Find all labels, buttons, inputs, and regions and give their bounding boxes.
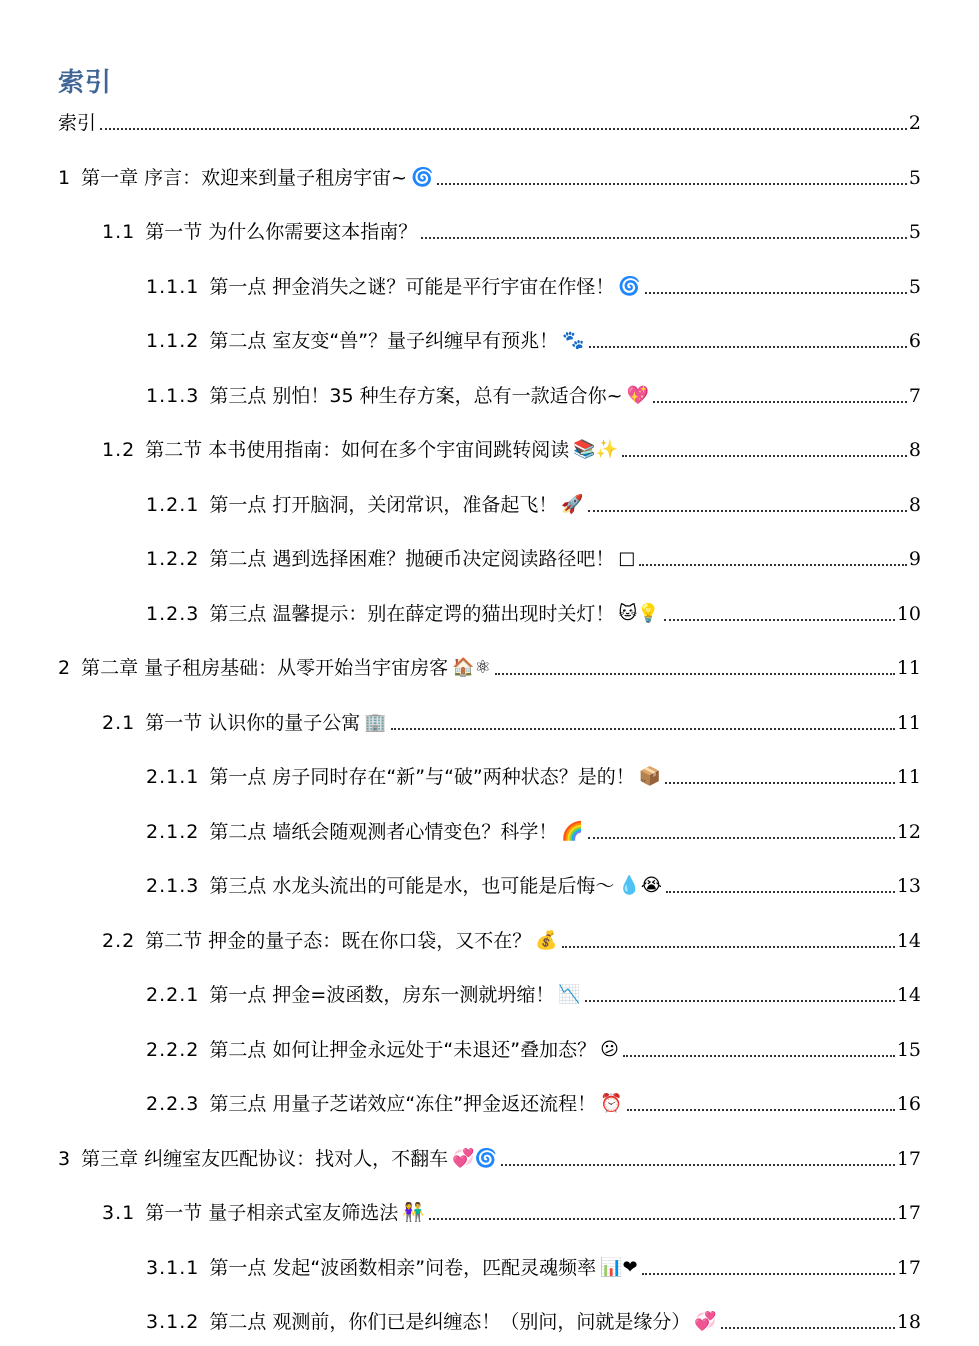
toc-entry-number: 1.2.1 xyxy=(146,494,200,516)
toc-entry[interactable] xyxy=(58,1144,921,1172)
dot-leader xyxy=(100,128,907,130)
toc-entry-page-number[interactable]: 8 xyxy=(908,494,921,516)
toc-entry-number: 1.1.3 xyxy=(146,385,200,407)
toc-entry-number: 2.2 xyxy=(102,930,136,952)
toc-entry-title[interactable]: 第一章 序言：欢迎来到量子租房宇宙~ xyxy=(81,167,408,189)
toc-entry-emoji-icon: 😕 xyxy=(600,1039,619,1060)
toc-entry-emoji-icon: 💖 xyxy=(626,385,649,406)
toc-entry-emoji-icon: 🏢 xyxy=(364,712,387,733)
toc-entry-page-number[interactable]: 6 xyxy=(908,330,921,352)
toc-entry[interactable] xyxy=(146,1035,921,1063)
toc-entry-page-number[interactable]: 13 xyxy=(896,875,921,897)
toc-entry-title[interactable]: 第三点 温馨提示：别在薛定谔的猫出现时关灯！ xyxy=(209,603,615,625)
dot-leader xyxy=(562,946,895,948)
toc-entry-page-number[interactable]: 12 xyxy=(896,821,921,843)
toc-entry-title[interactable]: 第一点 房子同时存在“新”与“破”两种状态？是的！ xyxy=(209,766,635,788)
toc-entry-title[interactable]: 第二点 室友变“兽”？量子纠缠早有预兆！ xyxy=(209,330,559,352)
toc-entry[interactable] xyxy=(146,762,921,790)
toc-entry-page-number[interactable]: 11 xyxy=(896,657,921,679)
toc-entry-emoji-icon: 🐱💡 xyxy=(618,603,660,624)
toc-entry-number: 1.1.1 xyxy=(146,276,200,298)
toc-entry[interactable] xyxy=(146,381,921,409)
toc-entry-emoji-icon: 💞 xyxy=(694,1311,717,1332)
toc-entry-emoji-icon: □ xyxy=(618,548,636,569)
toc-entry-emoji-icon: 🌀 xyxy=(618,276,641,297)
toc-entry-page-number[interactable]: 17 xyxy=(896,1202,921,1224)
toc-entry-title[interactable]: 第二点 墙纸会随观测者心情变色？科学！ xyxy=(209,821,558,843)
toc-entry[interactable] xyxy=(58,108,921,136)
dot-leader xyxy=(642,1273,895,1275)
toc-entry[interactable] xyxy=(58,653,921,681)
dot-leader xyxy=(721,1327,895,1329)
toc-entry-emoji-icon: 🚀 xyxy=(561,494,584,515)
toc-entry[interactable] xyxy=(58,163,921,191)
dot-leader xyxy=(645,292,907,294)
toc-entry-number: 1.2.2 xyxy=(146,548,200,570)
toc-entry-number: 2.1.3 xyxy=(146,875,200,897)
dot-leader xyxy=(585,1000,895,1002)
dot-leader xyxy=(653,401,907,403)
toc-entry-emoji-icon: 📦 xyxy=(638,766,662,787)
toc-entry[interactable] xyxy=(146,599,921,627)
toc-entry-page-number[interactable]: 15 xyxy=(896,1039,921,1061)
toc-entry[interactable] xyxy=(102,435,921,463)
toc-entry-page-number[interactable]: 14 xyxy=(896,930,921,952)
toc-entry-emoji-icon: 🌀 xyxy=(411,167,434,188)
dot-leader xyxy=(665,782,895,784)
toc-entry-emoji-icon: 📉 xyxy=(558,984,581,1005)
toc-entry-emoji-icon: 📊❤ xyxy=(600,1257,638,1278)
toc-entry[interactable] xyxy=(102,926,921,954)
toc-entry[interactable] xyxy=(146,326,921,354)
toc-entry-emoji-icon: 💞🌀 xyxy=(452,1148,497,1169)
toc-entry-page-number[interactable]: 18 xyxy=(896,1311,921,1333)
dot-leader xyxy=(589,346,907,348)
toc-entry[interactable] xyxy=(146,980,921,1008)
dot-leader xyxy=(501,1164,895,1166)
toc-entry-number: 1.1 xyxy=(102,221,136,243)
toc-entry-title[interactable]: 第二章 量子租房基础：从零开始当宇宙房客 xyxy=(81,657,449,679)
toc-entry-title[interactable]: 第二节 押金的量子态：既在你口袋，又不在？ xyxy=(145,930,532,952)
toc-entry-page-number[interactable]: 14 xyxy=(896,984,921,1006)
toc-entry-title[interactable]: 索引 xyxy=(58,112,97,134)
dot-leader xyxy=(588,837,895,839)
dot-leader xyxy=(391,728,895,730)
toc-entry[interactable] xyxy=(146,1253,921,1281)
toc-entry-page-number[interactable]: 11 xyxy=(896,766,921,788)
toc-entry[interactable] xyxy=(146,817,921,845)
toc-entry-page-number[interactable]: 9 xyxy=(908,548,921,570)
toc-entry-number: 1 xyxy=(58,167,72,189)
toc-entry-emoji-icon: 🏠⚛ xyxy=(452,657,491,678)
toc-entry-title[interactable]: 第三点 用量子芝诺效应“冻住”押金返还流程！ xyxy=(209,1093,597,1115)
toc-entry-page-number[interactable]: 8 xyxy=(908,439,921,461)
toc-entry[interactable] xyxy=(102,708,921,736)
toc-entry-number: 2.2.2 xyxy=(146,1039,200,1061)
toc-entry-number: 2 xyxy=(58,657,72,679)
toc-entry[interactable] xyxy=(102,1198,921,1226)
toc-entry-title[interactable]: 第一点 押金消失之谜？可能是平行宇宙在作怪！ xyxy=(209,276,615,298)
toc-entry-title[interactable]: 第一节 量子相亲式室友筛选法 xyxy=(145,1202,399,1224)
dot-leader xyxy=(437,183,906,185)
toc-entry-title[interactable]: 第二点 遇到选择困难？抛硬币决定阅读路径吧！ xyxy=(209,548,615,570)
dot-leader xyxy=(666,891,895,893)
toc-entry-title[interactable]: 第一点 打开脑洞，关闭常识，准备起飞！ xyxy=(209,494,558,516)
dot-leader xyxy=(429,1218,895,1220)
toc-entry-page-number[interactable]: 11 xyxy=(896,712,921,734)
toc-entry-number: 2.1.2 xyxy=(146,821,200,843)
toc-entry-emoji-icon: ⏰ xyxy=(600,1093,623,1114)
toc-entry-title[interactable]: 第一点 发起“波函数相亲”问卷，匹配灵魂频率 xyxy=(209,1257,597,1279)
toc-entry-page-number[interactable]: 7 xyxy=(908,385,921,407)
toc-entry[interactable] xyxy=(146,544,921,572)
toc-entry-emoji-icon: 💰 xyxy=(535,930,558,951)
toc-entry-emoji-icon: 🌈 xyxy=(561,821,584,842)
toc-entry-emoji-icon: 📚✨ xyxy=(573,439,619,460)
toc-entry-page-number[interactable]: 16 xyxy=(896,1093,921,1115)
toc-entry-page-number[interactable]: 5 xyxy=(908,276,921,298)
page-title: 索引 xyxy=(58,68,113,98)
toc-entry[interactable] xyxy=(146,490,921,518)
toc-entry-number: 3.1.2 xyxy=(146,1311,200,1333)
toc-entry-title[interactable]: 第一点 押金=波函数，房东一测就坍缩！ xyxy=(209,984,555,1006)
dot-leader xyxy=(639,564,906,566)
dot-leader xyxy=(495,673,895,675)
toc-entry-page-number[interactable]: 5 xyxy=(908,167,921,189)
toc-entry-emoji-icon: 👫 xyxy=(402,1202,425,1223)
toc-entry-emoji-icon: 💧😭 xyxy=(618,875,662,896)
toc-entry[interactable] xyxy=(146,272,921,300)
toc-entry-title[interactable]: 第三点 水龙头流出的可能是水，也可能是后悔～ xyxy=(209,875,615,897)
toc-entry-number: 2.1 xyxy=(102,712,136,734)
toc-entry-number: 1.2 xyxy=(102,439,136,461)
toc-entry[interactable] xyxy=(146,871,921,899)
dot-leader xyxy=(421,237,907,239)
dot-leader xyxy=(623,1055,895,1057)
toc-entry-page-number[interactable]: 5 xyxy=(908,221,921,243)
toc-entry-number: 3 xyxy=(58,1148,72,1170)
toc-entry-page-number[interactable]: 17 xyxy=(896,1148,921,1170)
dot-leader xyxy=(664,619,895,621)
toc-entry-number: 2.1.1 xyxy=(146,766,200,788)
toc-entry-number: 2.2.3 xyxy=(146,1093,200,1115)
toc-entry-emoji-icon: 🐾 xyxy=(562,330,585,351)
toc-entry-title[interactable]: 第一节 为什么你需要这本指南？ xyxy=(145,221,418,243)
toc-entry[interactable] xyxy=(102,217,921,245)
toc-entry-page-number[interactable]: 10 xyxy=(896,603,921,625)
toc-entry-title[interactable]: 第二点 如何让押金永远处于“未退还”叠加态？ xyxy=(209,1039,597,1061)
toc-entry-page-number[interactable]: 2 xyxy=(908,112,921,134)
toc-entry-number: 1.2.3 xyxy=(146,603,200,625)
toc-entry-title[interactable]: 第三点 别怕！35 种生存方案，总有一款适合你~ xyxy=(209,385,623,407)
toc-entry-title[interactable]: 第三章 纠缠室友匹配协议：找对人，不翻车 xyxy=(81,1148,449,1170)
toc-entry-number: 3.1.1 xyxy=(146,1257,200,1279)
dot-leader xyxy=(627,1109,895,1111)
dot-leader xyxy=(622,455,907,457)
toc-entry-number: 1.1.2 xyxy=(146,330,200,352)
dot-leader xyxy=(588,510,907,512)
toc-entry-title[interactable]: 第一节 认识你的量子公寓 xyxy=(145,712,361,734)
toc-entry-number: 3.1 xyxy=(102,1202,136,1224)
toc-entry[interactable] xyxy=(146,1089,921,1117)
toc-entry-title[interactable]: 第二节 本书使用指南：如何在多个宇宙间跳转阅读 xyxy=(145,439,570,461)
toc-entry-number: 2.2.1 xyxy=(146,984,200,1006)
toc-entry[interactable] xyxy=(146,1307,921,1335)
toc-entry-page-number[interactable]: 17 xyxy=(896,1257,921,1279)
toc-entry-title[interactable]: 第二点 观测前，你们已是纠缠态！（别问，问就是缘分） xyxy=(209,1311,691,1333)
